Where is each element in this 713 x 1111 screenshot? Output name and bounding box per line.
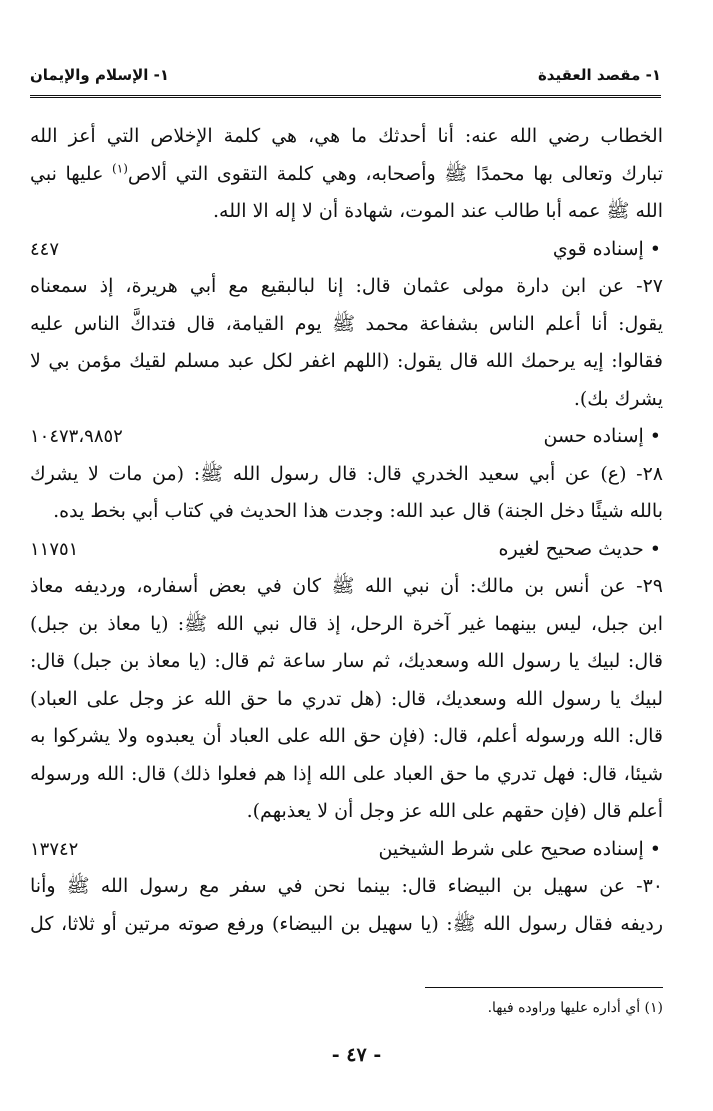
chapter-title: ١- مقصد العقيدة (537, 66, 661, 84)
text-line: ٢٧- عن ابن دارة مولى عثمان قال: إنا لبالبقيع مع أبي هريرة، إذ سمعناه (30, 275, 663, 297)
grading-line (30, 531, 663, 569)
text-line: ٣٠- عن سهيل بن البيضاء قال: بينما نحن في سفر مع رسول الله ﷺ وأنا (30, 875, 663, 897)
bullet: • (649, 537, 661, 560)
text-line: قال: الله ورسوله أعلم، قال: (فإن حق الله على العباد أن يعبدوه ولا يشركوا به (30, 725, 663, 747)
header-divider (30, 95, 661, 98)
bullet: • (649, 425, 661, 447)
text-line: فقالوا: إيه يرحمك الله قال يقول: (اللهم اغفر لكل عبد مسلم لقيك مؤمن بي لا (30, 350, 663, 372)
grading-line (30, 831, 663, 869)
text-line: قال: لبيك يا رسول الله وسعديك، ثم سار ساعة ثم قال: (يا معاذ بن جبل) قال: (30, 650, 663, 672)
text-line: رديفه فقال رسول الله ﷺ: (يا سهيل بن البيضاء) ورفع صوته مرتين أو ثلاثا، كل (30, 912, 663, 935)
text-line (30, 156, 663, 194)
text-line: يقول: أنا أعلم الناس بشفاعة محمد ﷺ يوم القيامة، قال فتداكَّ الناس عليه (30, 312, 663, 335)
footnote: (١) أي أداره عليها وراوده فيها. (487, 1000, 663, 1016)
text-line: أعلم قال (فإن حقهم على الله عز وجل أن لا يعذبهم). (246, 800, 663, 822)
hadith-number: ١١٧٥١ (30, 538, 79, 560)
running-header (30, 62, 661, 88)
text-segment: عليها نبي (30, 162, 104, 185)
bullet: • (649, 837, 661, 860)
text-line: الله ﷺ عمه أبا طالب عند الموت، شهادة أن لا إله الا الله. (212, 200, 663, 222)
text-line: ٢٨- (ع) عن أبي سعيد الخدري قال: قال رسول الله ﷺ: (من مات لا يشرك (30, 462, 663, 485)
grading-line (30, 418, 663, 456)
footnote-marker: (١) (112, 161, 128, 176)
page-number: - ٤٧ - (331, 1044, 382, 1066)
hadith-number: ١٣٧٤٢ (30, 838, 79, 860)
hadith-number: ١٠٤٧٣،٩٨٥٢ (30, 426, 123, 447)
text-line: يشرك بك). (573, 387, 663, 410)
grading-text: إسناده حسن (543, 425, 644, 447)
grading-line (30, 231, 663, 269)
section-title: ١- الإسلام والإيمان (30, 66, 170, 84)
text-line: ابن جبل، ليس بينهما غير آخرة الرحل، إذ قال نبي الله ﷺ: (يا معاذ بن جبل) (30, 612, 663, 635)
grading-text: حديث صحيح لغيره (498, 537, 644, 560)
text-line: لبيك يا رسول الله وسعديك، قال: (هل تدري ما حق الله عز وجل على العباد) (30, 687, 663, 710)
hadith-number: ٤٤٧ (30, 238, 60, 260)
bullet: • (649, 237, 661, 260)
text-line: بالله شيئًا دخل الجنة) قال عبد الله: وجدت هذا الحديث في كتاب أبي بخط يده. (53, 500, 663, 522)
text-line: ٢٩- عن أنس بن مالك: أن نبي الله ﷺ كان في بعض أسفاره، ورديفه معاذ (30, 575, 663, 597)
grading-text: إسناده صحيح على شرط الشيخين (378, 837, 644, 860)
page-body (30, 118, 663, 943)
footnote-divider (425, 987, 663, 988)
text-segment: تبارك وتعالى بها محمدًا ﷺ وأصحابه، وهي كلمة التقوى التي ألاص (127, 162, 663, 185)
text-line: شيئا، قال: فهل تدري ما حق العباد على الله إذا هم فعلوا ذلك) قال: الله ورسوله (30, 762, 663, 785)
grading-text: إسناده قوي (552, 237, 644, 260)
text-line: الخطاب رضي الله عنه: أنا أحدثك ما هي، هي كلمة الإخلاص التي أعز الله (30, 125, 663, 147)
